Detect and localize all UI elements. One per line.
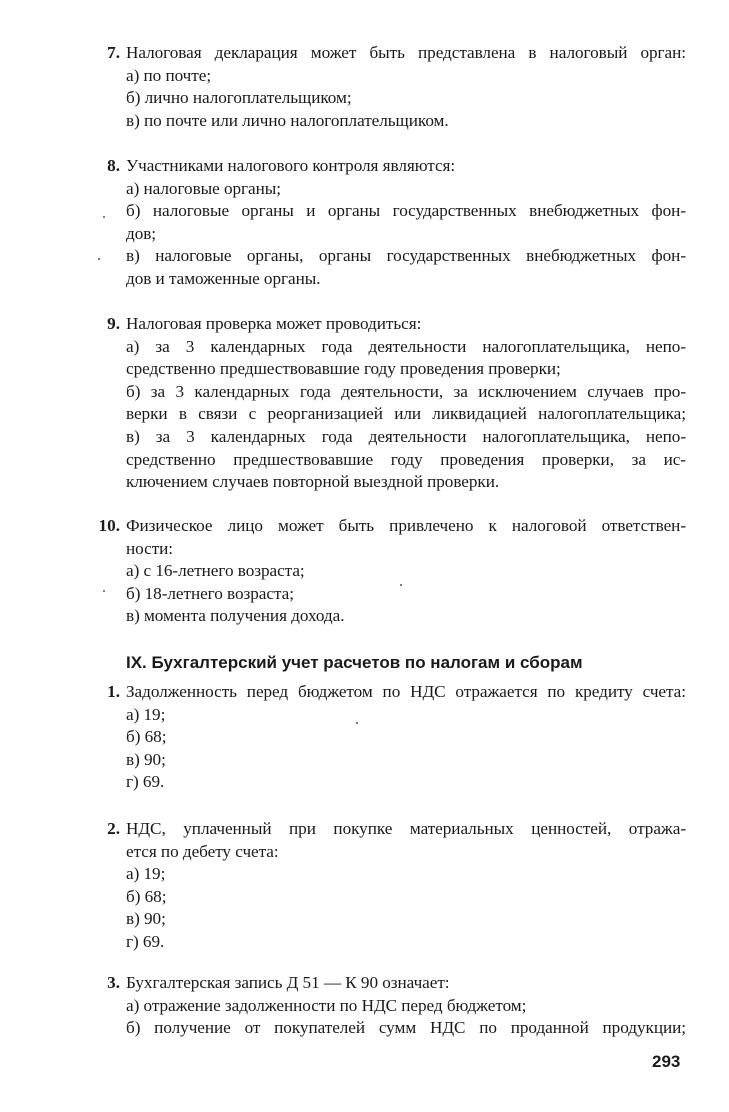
section-title: IX. Бухгалтерский учет расчетов по налогам и сборам	[126, 653, 583, 672]
question-number: 9.	[107, 314, 120, 333]
page-number: 293	[652, 1052, 681, 1071]
answer-line: а) по почте;	[126, 65, 212, 85]
answer-line: а) 19;	[126, 704, 166, 724]
answer-line: дов;	[126, 223, 157, 243]
answer-line: б) налоговые органы и органы государственных внебюджетных фон-	[126, 201, 686, 221]
answer-line: в) за 3 календарных года деятельности налогоплательщика, непо-	[126, 427, 686, 446]
answer-line: ключением случаев повторной выездной проверки.	[126, 472, 500, 492]
answer-line: б) 68;	[126, 886, 167, 906]
answer-line: в) налоговые органы, органы государственных внебюджетных фон-	[126, 246, 686, 266]
answer-line: б) за 3 календарных года деятельности, за исключением случаев про-	[126, 381, 686, 401]
scan-speck	[98, 258, 100, 260]
answer-line: б) лично налогоплательщиком;	[126, 88, 352, 108]
scan-speck	[356, 722, 358, 724]
answer-line: верки в связи с реорганизацией или ликвидацией налогоплательщика;	[126, 404, 686, 424]
question-text: Задолженность перед бюджетом по НДС отражается по кредиту счета:	[126, 682, 686, 701]
answer-line: а) отражение задолженности по НДС перед бюджетом;	[126, 995, 527, 1015]
answer-line: в) момента получения дохода.	[126, 606, 345, 626]
question-number: 8.	[107, 156, 120, 175]
answer-line: г) 69.	[126, 932, 165, 951]
answer-line: б) 18-летнего возраста;	[126, 583, 294, 603]
answer-line: а) с 16-летнего возраста;	[126, 561, 305, 581]
answer-line: б) 68;	[126, 727, 167, 747]
question-text: Физическое лицо может быть привлечено к налоговой ответствен-	[126, 516, 686, 535]
question-text: Бухгалтерская запись Д 51 — К 90 означает:	[126, 973, 450, 992]
answer-line: средственно предшествовавшие году проведения проверки;	[126, 359, 561, 379]
answer-line: в) 90;	[126, 749, 166, 769]
question-text: НДС, уплаченный при покупке материальных ценностей, отража-	[126, 819, 686, 838]
answer-line: а) налоговые органы;	[126, 178, 281, 198]
answer-line: дов и таможенные органы.	[126, 269, 321, 288]
answer-line: в) по почте или лично налогоплательщиком.	[126, 110, 449, 130]
answer-line: а) 19;	[126, 864, 166, 884]
question-text: Налоговая декларация может быть представлена в налоговый орган:	[126, 43, 686, 62]
question-number: 3.	[107, 973, 120, 992]
question-number: 2.	[107, 819, 120, 838]
scan-speck	[103, 590, 105, 592]
answer-line: б) получение от покупателей сумм НДС по проданной продукции;	[126, 1018, 686, 1038]
answer-line: ности:	[126, 538, 174, 558]
answer-line: средственно предшествовавшие году проведения проверки, за ис-	[126, 449, 686, 469]
answer-line: г) 69.	[126, 772, 165, 792]
question-number: 7.	[107, 43, 120, 62]
question-text: Налоговая проверка может проводиться:	[126, 314, 422, 333]
question-number: 1.	[107, 682, 120, 701]
scan-speck	[103, 216, 105, 218]
answer-line: в) 90;	[126, 909, 166, 929]
scan-speck	[400, 584, 402, 586]
question-text: Участниками налогового контроля являются:	[126, 156, 456, 175]
question-number: 10.	[98, 516, 120, 535]
answer-line: ется по дебету счета:	[126, 841, 279, 861]
answer-line: а) за 3 календарных года деятельности налогоплательщика, непо-	[126, 336, 686, 356]
